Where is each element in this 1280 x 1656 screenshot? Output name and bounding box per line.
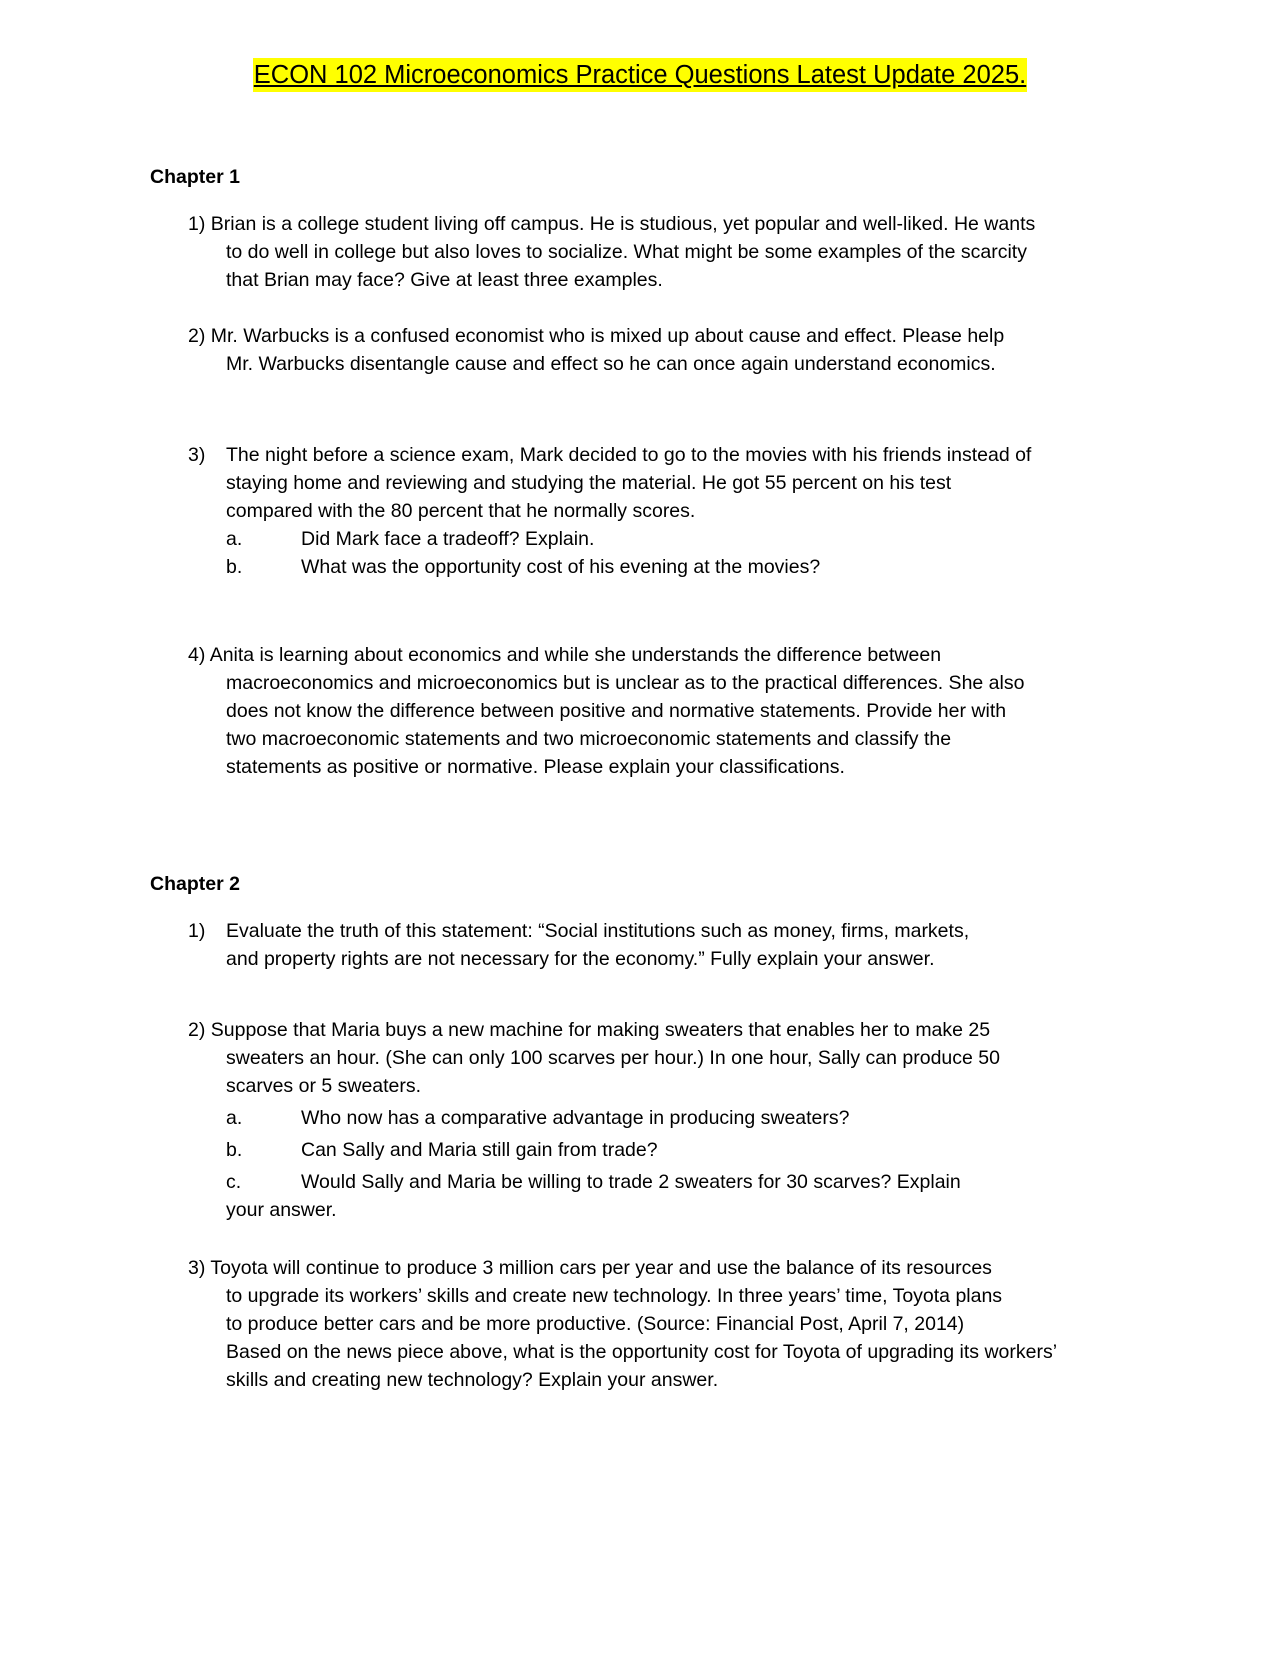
question-text: to produce better cars and be more productive. (Source: Financial Post, April 7, 2014)	[226, 1313, 965, 1335]
question-part	[188, 553, 1168, 581]
question-text: does not know the difference between positive and normative statements. Provide her with	[226, 700, 1007, 722]
question-text: to do well in college but also loves to socialize. What might be some examples of the scarcity	[226, 241, 1027, 263]
question-number: 3)	[188, 1257, 206, 1279]
question-part	[188, 1104, 1168, 1132]
question-number: 2)	[188, 325, 206, 347]
question-text: statements as positive or normative. Please explain your classifications.	[226, 756, 845, 778]
question-first-line	[188, 322, 1168, 350]
question-text: your answer.	[226, 1199, 337, 1221]
question-text: and property rights are not necessary for the economy.” Fully explain your answer.	[226, 948, 935, 970]
question-text: Anita is learning about economics and while she understands the difference between	[209, 644, 942, 666]
chapter-1-question-2	[188, 322, 1168, 378]
part-text: What was the opportunity cost of his evening at the movies?	[301, 556, 821, 578]
chapter-2-question-1	[188, 917, 1168, 973]
part-text: Can Sally and Maria still gain from trade?	[301, 1139, 658, 1161]
question-text: that Brian may face? Give at least three examples.	[226, 269, 663, 291]
question-number: 3)	[188, 444, 206, 466]
chapter-1-heading: Chapter 1	[150, 166, 240, 188]
question-number: 1)	[188, 920, 206, 942]
question-text: Based on the news piece above, what is the opportunity cost for Toyota of upgrading its workers’	[226, 1341, 1058, 1363]
question-number: 4)	[188, 644, 206, 666]
question-part	[188, 1136, 1168, 1164]
question-text: macroeconomics and microeconomics but is unclear as to the practical differences. She also	[226, 672, 1025, 694]
part-text: Who now has a comparative advantage in producing sweaters?	[301, 1107, 850, 1129]
part-text: Did Mark face a tradeoff? Explain.	[301, 528, 595, 550]
part-letter: c.	[226, 1171, 242, 1193]
question-text: compared with the 80 percent that he normally scores.	[226, 500, 696, 522]
question-number: 1)	[188, 213, 206, 235]
part-letter: b.	[226, 556, 243, 578]
question-text: Mr. Warbucks is a confused economist who is mixed up about cause and effect. Please help	[210, 325, 1005, 347]
question-text: The night before a science exam, Mark decided to go to the movies with his friends instead of	[226, 444, 1032, 466]
part-letter: a.	[226, 528, 243, 550]
question-text: staying home and reviewing and studying the material. He got 55 percent on his test	[226, 472, 952, 494]
chapter-2-question-3	[188, 1254, 1168, 1394]
question-text: to upgrade its workers’ skills and create new technology. In three years’ time, Toyota plans	[226, 1285, 1003, 1307]
question-part	[188, 1168, 1168, 1196]
question-text: two macroeconomic statements and two microeconomic statements and classify the	[226, 728, 952, 750]
question-text: sweaters an hour. (She can only 100 scarves per hour.) In one hour, Sally can produce 50	[226, 1047, 1000, 1069]
question-first-line	[188, 917, 1168, 945]
question-text: Toyota will continue to produce 3 million cars per year and use the balance of its resources	[210, 1257, 992, 1279]
question-text: skills and creating new technology? Explain your answer.	[226, 1369, 719, 1391]
chapter-1-question-4	[188, 641, 1168, 781]
question-number: 2)	[188, 1019, 206, 1041]
title-block	[0, 58, 1280, 92]
question-first-line	[188, 641, 1168, 669]
chapter-1-question-3	[188, 441, 1168, 581]
question-first-line	[188, 210, 1168, 238]
question-first-line	[188, 1254, 1168, 1282]
chapter-2-question-2	[188, 1016, 1168, 1224]
chapter-2-heading: Chapter 2	[150, 873, 240, 895]
part-text: Would Sally and Maria be willing to trade 2 sweaters for 30 scarves? Explain	[301, 1171, 961, 1193]
part-letter: b.	[226, 1139, 243, 1161]
question-text: Brian is a college student living off campus. He is studious, yet popular and well-liked. He wants	[210, 213, 1036, 235]
question-first-line	[188, 441, 1168, 469]
question-text: scarves or 5 sweaters.	[226, 1075, 422, 1097]
question-part	[188, 525, 1168, 553]
question-text: Evaluate the truth of this statement: “Social institutions such as money, firms, markets,	[226, 920, 970, 942]
question-text: Mr. Warbucks disentangle cause and effect so he can once again understand economics.	[226, 353, 996, 375]
page-title: ECON 102 Microeconomics Practice Questions Latest Update 2025.	[253, 58, 1027, 92]
question-first-line	[188, 1016, 1168, 1044]
chapter-1-question-1	[188, 210, 1168, 294]
question-text: Suppose that Maria buys a new machine for making sweaters that enables her to make 25	[210, 1019, 991, 1041]
part-letter: a.	[226, 1107, 243, 1129]
